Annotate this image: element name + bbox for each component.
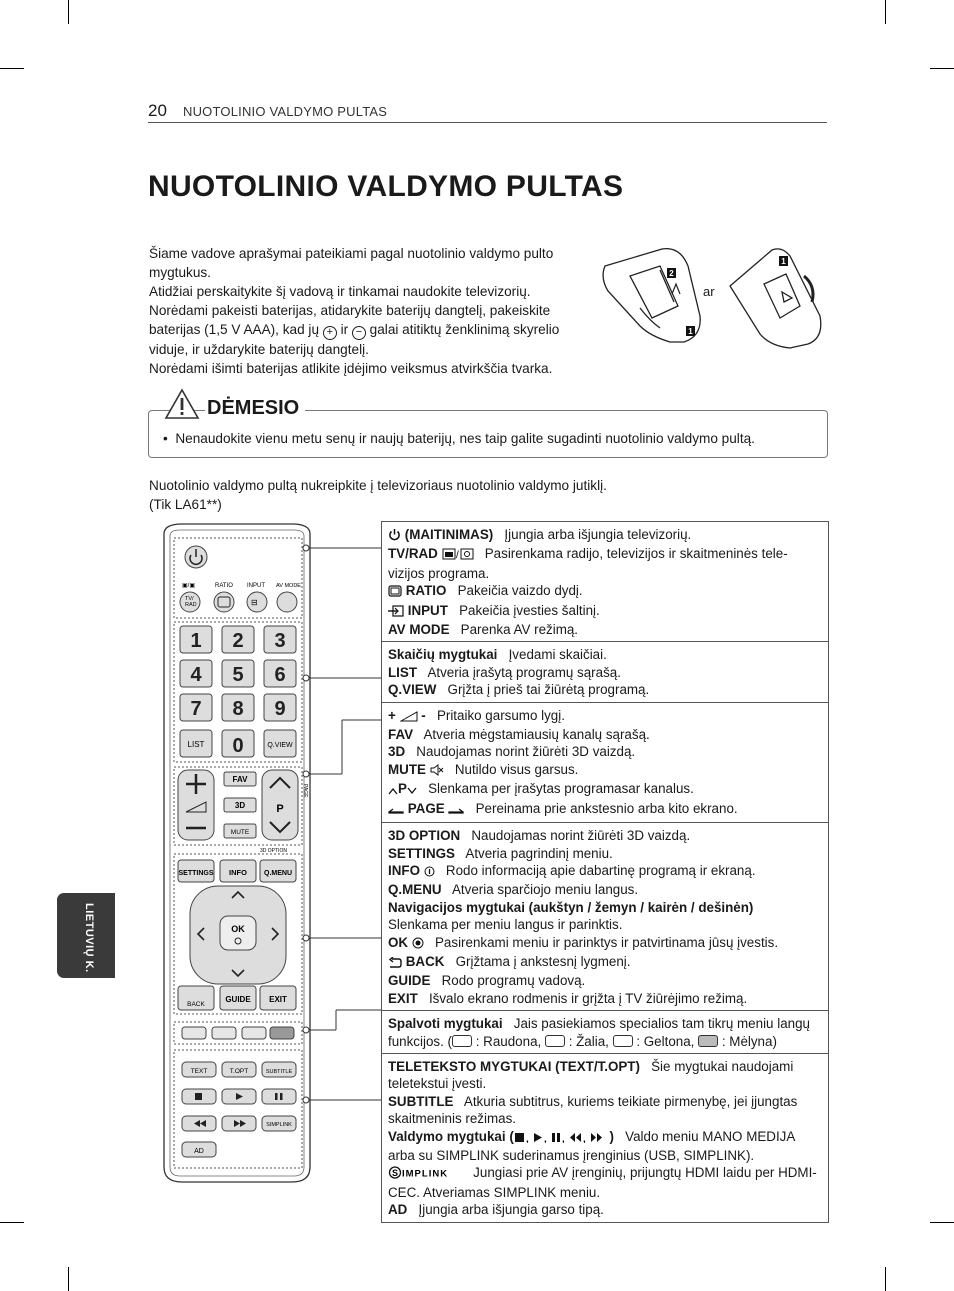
blue-key-icon bbox=[698, 1035, 718, 1047]
crop-mark bbox=[930, 68, 954, 69]
digit-key: 6 bbox=[274, 664, 286, 686]
ok-icon bbox=[412, 936, 424, 953]
digit-key: 0 bbox=[232, 735, 244, 757]
teletext-desc: Šie mygtukai naudojami teletekstui įvesti. bbox=[388, 1058, 794, 1092]
caution-title: DĖMESIO bbox=[205, 397, 305, 420]
step-2-marker: 2 bbox=[669, 269, 674, 278]
3d-desc: Naudojamas norint žiūrėti 3D vaizdą. bbox=[416, 744, 636, 760]
subtitle-key-label: SUBTITLE bbox=[265, 1069, 293, 1075]
step-1-marker: 1 bbox=[781, 257, 786, 266]
subtitle-label: SUBTITLE bbox=[388, 1093, 454, 1109]
page-title: NUOTOLINIO VALDYMO PULTAS bbox=[148, 170, 624, 203]
input-icon bbox=[388, 604, 404, 621]
table-row bbox=[382, 822, 828, 1010]
red-key-desc: : Raudona, bbox=[472, 1033, 545, 1049]
avmode-label: AV MODE bbox=[388, 622, 450, 638]
volume-icon bbox=[400, 709, 418, 726]
yellow-key-icon bbox=[613, 1035, 633, 1047]
ratio-icon bbox=[388, 584, 402, 601]
intro-line bbox=[149, 301, 589, 359]
crop-mark bbox=[68, 0, 69, 24]
mute-icon bbox=[430, 763, 444, 780]
page-desc: Pereinama prie ankstesnio arba kito ekrano. bbox=[475, 800, 738, 816]
guide-key-label: GUIDE bbox=[225, 995, 251, 1004]
ad-key-label: AD bbox=[194, 1148, 204, 1155]
or-label: ar bbox=[703, 284, 715, 299]
info-icon bbox=[424, 864, 435, 881]
settings-desc: Atveria pagrindinį meniu. bbox=[465, 845, 613, 861]
intro-line-part: ir bbox=[336, 322, 352, 337]
3d-option-label: 3D OPTION bbox=[388, 828, 461, 844]
page-left-icon bbox=[388, 802, 404, 819]
language-side-tab bbox=[57, 893, 115, 978]
power-label: (MAITINIMAS) bbox=[404, 527, 494, 542]
text-key-label: TEXT bbox=[190, 1068, 208, 1075]
crop-mark bbox=[68, 1267, 69, 1291]
qview-label: Q.VIEW bbox=[388, 682, 437, 698]
crop-mark bbox=[0, 1222, 24, 1223]
back-key-label: BACK bbox=[187, 1001, 205, 1008]
input-icon: ⊟ bbox=[251, 598, 258, 607]
running-header: NUOTOLINIO VALDYMO PULTAS bbox=[183, 104, 388, 119]
mute-key-label: MUTE bbox=[230, 829, 250, 836]
crop-mark bbox=[885, 1267, 886, 1291]
ratio-small-label: RATIO bbox=[215, 583, 233, 589]
back-label: BACK bbox=[405, 953, 445, 969]
tvrad-button-label: TV/ bbox=[185, 596, 194, 602]
fav-label: FAV bbox=[388, 727, 414, 743]
p-desc: Slenkama per įrašytas programasar kanalus. bbox=[428, 781, 694, 797]
green-key-desc: : Žalia, bbox=[564, 1033, 613, 1049]
table-row bbox=[382, 641, 828, 701]
number-keys-desc: Įvedami skaičiai. bbox=[508, 647, 607, 663]
mute-desc: Nutildo visus garsus. bbox=[454, 761, 579, 777]
digit-key: 1 bbox=[190, 630, 202, 652]
intro-line: Atidžiai perskaitykite šį vadovą ir tinkamai naudokite televizorių. bbox=[149, 284, 531, 299]
settings-label: SETTINGS bbox=[388, 845, 455, 861]
svg-text:,: , bbox=[543, 1133, 547, 1143]
tvrad-desc: Pasirenkama radijo, televizijos ir skaitmeninės tele-vizijos programa. bbox=[388, 546, 788, 581]
step-1-marker: 1 bbox=[688, 327, 693, 336]
info-label: INFO bbox=[388, 862, 420, 878]
volume-plus-label: + bbox=[388, 707, 396, 723]
control-keys-paren: ) bbox=[605, 1128, 614, 1144]
intro-line: Šiame vadove aprašymai pateikiami pagal nuotolinio valdymo pulto mygtukus. bbox=[149, 246, 554, 280]
avmode-desc: Parenka AV režimą. bbox=[460, 622, 579, 638]
ratio-desc: Pakeičia vaizdo dydį. bbox=[457, 583, 583, 599]
digit-key: 5 bbox=[232, 664, 244, 686]
tvrad-button-label: RAD bbox=[185, 602, 197, 608]
exit-key-label: EXIT bbox=[269, 995, 287, 1004]
power-desc: Įjungia arba išjungia televizorių. bbox=[504, 527, 692, 542]
chevron-up-icon bbox=[388, 782, 398, 799]
control-keys-paren: ( bbox=[505, 1128, 514, 1144]
crop-mark bbox=[0, 68, 24, 69]
remote-paragraph bbox=[149, 476, 607, 514]
intro-line-part: galai atitiktų ženklinimą skyrelio viduje, ir uždarykite baterijų dangtelį. bbox=[149, 322, 560, 357]
fav-desc: Atveria mėgstamiausių kanalų sąrašą. bbox=[423, 727, 650, 743]
control-keys-desc: Valdo meniu MANO MEDIJA arba su SIMPLINK suderinamus įrenginius (USB, SIMPLINK). bbox=[388, 1128, 795, 1163]
tv-radio-icon bbox=[442, 547, 474, 564]
3d-option-desc: Naudojamas norint žiūrėti 3D vaizdą. bbox=[471, 828, 691, 844]
nav-keys-desc: Slenkama per meniu langus ir parinktis. bbox=[388, 917, 623, 933]
paragraph-line: Nuotolinio valdymo pultą nukreipkite į televizoriaus nuotolinio valdymo jutiklį. bbox=[149, 478, 607, 493]
color-keys-label: Spalvoti mygtukai bbox=[388, 1016, 503, 1032]
table-row bbox=[382, 1053, 828, 1222]
back-icon bbox=[388, 955, 402, 972]
warning-icon bbox=[164, 388, 200, 420]
teletext-label: TELETEKSTO MYGTUKAI (TEXT/T.OPT) bbox=[388, 1058, 640, 1074]
mute-label: MUTE bbox=[388, 761, 426, 777]
guide-desc: Rodo programų vadovą. bbox=[441, 973, 586, 989]
control-keys-label: Valdymo mygtukai bbox=[388, 1128, 506, 1144]
green-key-icon bbox=[545, 1035, 565, 1047]
ok-key-label: OK bbox=[231, 924, 245, 934]
svg-text:/: / bbox=[455, 550, 459, 561]
digit-key: 3 bbox=[274, 630, 286, 652]
paragraph-line: (Tik LA61**) bbox=[149, 497, 222, 512]
volume-minus-label: - bbox=[421, 707, 426, 723]
simplink-key-label: SIMPLINK bbox=[266, 1122, 292, 1128]
leader-lines bbox=[290, 540, 385, 1040]
3d-option-small-label: 3D OPTION bbox=[260, 848, 287, 854]
qmenu-label: Q.MENU bbox=[388, 882, 442, 898]
back-desc: Grįžtama į ankstesnį lygmenį. bbox=[455, 953, 631, 969]
header-rule bbox=[148, 122, 827, 123]
svg-text:,: , bbox=[561, 1133, 565, 1143]
caution-text: • Nenaudokite vienu metu senų ir naujų baterijų, nes taip galite sugadinti nuotolinio valdymo pultą. bbox=[163, 431, 755, 446]
subtitle-desc: Atkuria subtitrus, kuriems teikiate pirmenybę, jei įjungtas skaitmeninis režimas. bbox=[388, 1093, 798, 1127]
page-right-icon bbox=[448, 802, 464, 819]
table-row bbox=[382, 1010, 828, 1053]
plus-icon: + bbox=[323, 326, 337, 340]
ratio-label: RATIO bbox=[405, 583, 447, 599]
table-row bbox=[382, 702, 828, 822]
ad-desc: Įjungia arba išjungia garso tipą. bbox=[418, 1202, 604, 1218]
p-key-label: P bbox=[276, 803, 284, 815]
svg-text:,: , bbox=[525, 1133, 529, 1143]
power-icon bbox=[388, 528, 401, 545]
intro-line-part: Norėdami pakeisti baterijas, atidarykite baterijų dangtelį, pakeiskite baterijas (1,5 V AAA), kad jų bbox=[149, 303, 551, 337]
digit-key: 7 bbox=[190, 698, 202, 720]
intro-text bbox=[149, 244, 589, 378]
crop-mark bbox=[930, 1222, 954, 1223]
guide-label: GUIDE bbox=[388, 973, 431, 989]
digit-key: 9 bbox=[274, 698, 286, 720]
language-side-tab-label: LIETUVIŲ K. bbox=[83, 903, 95, 973]
info-desc: Rodo informaciją apie dabartinę programą ir ekraną. bbox=[445, 862, 756, 878]
ok-label: OK bbox=[388, 934, 409, 950]
red-key-icon bbox=[452, 1035, 472, 1047]
color-keys-desc: Jais pasiekiamos specialios tam tikrų meniu langų funkcijos. ( bbox=[388, 1016, 810, 1049]
leader-line-teletext bbox=[300, 1070, 385, 1140]
3d-label: 3D bbox=[388, 744, 406, 760]
blue-key-desc: : Mėlyna) bbox=[718, 1033, 777, 1049]
table-row bbox=[382, 522, 828, 641]
yellow-key-desc: : Geltona, bbox=[632, 1033, 699, 1049]
qmenu-key-label: Q.MENU bbox=[264, 870, 292, 877]
crop-mark bbox=[885, 0, 886, 24]
info-key-label: INFO bbox=[229, 868, 247, 877]
playback-icons bbox=[514, 1130, 606, 1147]
settings-key-label: SETTINGS bbox=[178, 870, 214, 877]
qmenu-desc: Atveria sparčiojo meniu langus. bbox=[452, 882, 639, 898]
simplink-desc: Jungiasi prie AV įrenginių, prijungtų HDMI laidu per HDMI-CEC. Atveriamas SIMPLINK meniu. bbox=[388, 1165, 817, 1200]
qview-key-label: Q.VIEW bbox=[267, 742, 293, 749]
caution-text-content: Nenaudokite vienu metu senų ir naujų baterijų, nes taip galite sugadinti nuotolinio valdymo pultą. bbox=[175, 431, 755, 446]
avmode-small-label: AV MODE bbox=[276, 583, 301, 589]
button-description-table bbox=[381, 521, 829, 1223]
3d-key-label: 3D bbox=[234, 801, 246, 810]
qview-desc: Grįžta į prieš tai žiūrėtą programą. bbox=[447, 682, 650, 698]
digit-key: 8 bbox=[232, 698, 244, 720]
intro-line: Norėdami išimti baterijas atlikite įdėjimo veiksmus atvirkščia tvarka. bbox=[149, 361, 553, 376]
fav-key-label: FAV bbox=[232, 775, 248, 784]
input-label: INPUT bbox=[407, 602, 448, 618]
ad-label: AD bbox=[388, 1202, 408, 1218]
volume-desc: Pritaiko garsumo lygį. bbox=[436, 707, 565, 723]
page-label: PAGE bbox=[407, 800, 445, 816]
svg-text:,: , bbox=[582, 1133, 586, 1143]
tvrad-small-label: ▣/▣ bbox=[182, 583, 196, 589]
minus-icon: − bbox=[352, 326, 366, 340]
input-small-label: INPUT bbox=[247, 583, 265, 589]
exit-desc: Išvalo ekrano rodmenis ir grįžta į TV žiūrėjimo režimą. bbox=[428, 990, 748, 1006]
digit-key: 2 bbox=[232, 630, 244, 652]
page-side-label: PAGE bbox=[302, 784, 308, 798]
list-key-label: LIST bbox=[187, 740, 205, 749]
simplink-logo-icon bbox=[388, 1166, 462, 1183]
svg-text:S: S bbox=[392, 1168, 399, 1179]
list-label: LIST bbox=[388, 664, 418, 680]
battery-illustration bbox=[600, 246, 830, 356]
p-label: P bbox=[398, 781, 407, 797]
page-number: 20 bbox=[148, 101, 167, 120]
ok-desc: Pasirenkami meniu ir parinktys ir patvirtinama jūsų įvestis. bbox=[435, 934, 779, 950]
svg-text:IMPLINK: IMPLINK bbox=[402, 1168, 449, 1180]
topt-key-label: T.OPT bbox=[229, 1068, 249, 1075]
number-keys-label: Skaičių mygtukai bbox=[388, 647, 498, 663]
list-desc: Atveria įrašytą programų sąrašą. bbox=[427, 664, 621, 680]
nav-keys-label: Navigacijos mygtukai (aukštyn / žemyn / kairėn / dešinėn) bbox=[388, 899, 754, 915]
digit-key: 4 bbox=[190, 664, 202, 686]
input-desc: Pakeičia įvesties šaltinį. bbox=[459, 602, 600, 618]
chevron-down-icon bbox=[407, 782, 417, 799]
exit-label: EXIT bbox=[388, 990, 418, 1006]
tvrad-label: TV/RAD bbox=[388, 546, 438, 562]
